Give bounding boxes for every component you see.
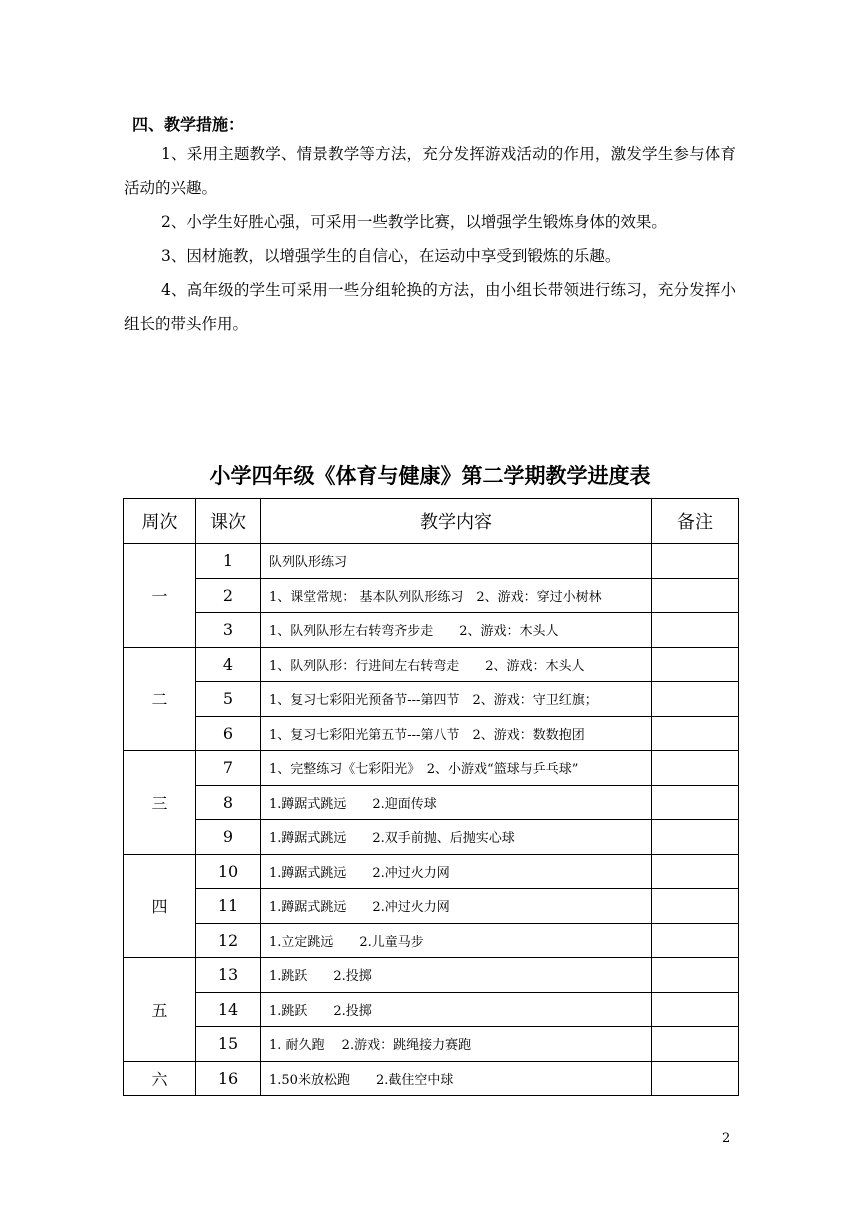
table-header: [124, 499, 739, 544]
week-cell: 一: [124, 544, 196, 648]
note-cell: [652, 992, 739, 1027]
note-cell: [652, 613, 739, 648]
table-row: [124, 647, 739, 682]
note-cell: [652, 923, 739, 958]
note-cell: [652, 544, 739, 579]
lesson-content-cell: 1.蹲踞式跳远 2.冲过火力网: [261, 889, 652, 924]
measure-item-3: 3、因材施教，以增强学生的自信心，在运动中享受到锻炼的乐趣。: [161, 247, 621, 265]
lesson-content-cell: 1、课堂常规： 基本队列队形练习 2、游戏：穿过小树林: [261, 578, 652, 613]
measure-item-1: 1、采用主题教学、情景教学等方法，充分发挥游戏活动的作用，激发学生参与体育活动的兴趣。: [124, 145, 736, 197]
note-cell: [652, 578, 739, 613]
lesson-content-cell: 1.蹲踞式跳远 2.双手前抛、后抛实心球: [261, 820, 652, 855]
note-cell: [652, 716, 739, 751]
schedule-table: [123, 498, 739, 1096]
week-cell: 三: [124, 751, 196, 855]
lesson-number-cell: 10: [196, 854, 261, 889]
table-row: [124, 889, 739, 924]
header-note: 备注: [652, 499, 739, 544]
note-cell: [652, 889, 739, 924]
note-cell: [652, 958, 739, 993]
lesson-content-cell: 1.立定跳远 2.儿童马步: [261, 923, 652, 958]
header-content: 教学内容: [261, 499, 652, 544]
week-cell: 六: [124, 1061, 196, 1096]
lesson-content-cell: 队列队形练习: [261, 544, 652, 579]
lesson-number-cell: 16: [196, 1061, 261, 1096]
lesson-content-cell: 1.蹲踞式跳远 2.冲过火力网: [261, 854, 652, 889]
section-heading: 四、教学措施：: [132, 115, 245, 134]
lesson-content-cell: 1、复习七彩阳光预备节---第四节 2、游戏：守卫红旗；: [261, 682, 652, 717]
note-cell: [652, 682, 739, 717]
note-cell: [652, 1061, 739, 1096]
lesson-content-cell: 1.50米放松跑 2.截住空中球: [261, 1061, 652, 1096]
table-row: [124, 682, 739, 717]
lesson-content-cell: 1.跳跃 2.投掷: [261, 992, 652, 1027]
table-row: [124, 958, 739, 993]
week-cell: 二: [124, 647, 196, 751]
table-row: [124, 923, 739, 958]
lesson-number-cell: 12: [196, 923, 261, 958]
measure-item-2: 2、小学生好胜心强，可采用一些教学比赛，以增强学生锻炼身体的效果。: [161, 213, 667, 231]
lesson-number-cell: 5: [196, 682, 261, 717]
header-lesson: 课次: [196, 499, 261, 544]
lesson-number-cell: 8: [196, 785, 261, 820]
note-cell: [652, 854, 739, 889]
lesson-content-cell: 1、完整练习《七彩阳光》 2、小游戏“篮球与乒乓球”: [261, 751, 652, 786]
table-row: [124, 716, 739, 751]
lesson-number-cell: 1: [196, 544, 261, 579]
lesson-number-cell: 14: [196, 992, 261, 1027]
table-row: [124, 751, 739, 786]
lesson-number-cell: 7: [196, 751, 261, 786]
header-week: 周次: [124, 499, 196, 544]
lesson-content-cell: 1. 耐久跑 2.游戏：跳绳接力赛跑: [261, 1027, 652, 1062]
note-cell: [652, 1027, 739, 1062]
measure-item-4: 4、高年级的学生可采用一些分组轮换的方法，由小组长带领进行练习，充分发挥小组长的带头作用。: [124, 281, 736, 333]
lesson-number-cell: 3: [196, 613, 261, 648]
table-row: [124, 613, 739, 648]
week-cell: 五: [124, 958, 196, 1062]
lesson-number-cell: 13: [196, 958, 261, 993]
lesson-content-cell: 1、队列队形：行进间左右转弯走 2、游戏：木头人: [261, 647, 652, 682]
table-row: [124, 578, 739, 613]
lesson-number-cell: 6: [196, 716, 261, 751]
table-body: [124, 544, 739, 1096]
page-number: 2: [722, 1131, 731, 1146]
table-row: [124, 785, 739, 820]
table-row: [124, 992, 739, 1027]
note-cell: [652, 785, 739, 820]
lesson-content-cell: 1、队列队形左右转弯齐步走 2、游戏：木头人: [261, 613, 652, 648]
note-cell: [652, 751, 739, 786]
table-row: [124, 544, 739, 579]
note-cell: [652, 647, 739, 682]
lesson-number-cell: 9: [196, 820, 261, 855]
lesson-number-cell: 2: [196, 578, 261, 613]
note-cell: [652, 820, 739, 855]
lesson-content-cell: 1.跳跃 2.投掷: [261, 958, 652, 993]
table-row: [124, 854, 739, 889]
table-row: [124, 1027, 739, 1062]
lesson-content-cell: 1.蹲踞式跳远 2.迎面传球: [261, 785, 652, 820]
lesson-number-cell: 15: [196, 1027, 261, 1062]
lesson-content-cell: 1、复习七彩阳光第五节---第八节 2、游戏：数数抱团: [261, 716, 652, 751]
lesson-number-cell: 4: [196, 647, 261, 682]
week-cell: 四: [124, 854, 196, 958]
table-title: 小学四年级《体育与健康》第二学期教学进度表: [209, 464, 651, 488]
lesson-number-cell: 11: [196, 889, 261, 924]
table-row: [124, 1061, 739, 1096]
table-row: [124, 820, 739, 855]
